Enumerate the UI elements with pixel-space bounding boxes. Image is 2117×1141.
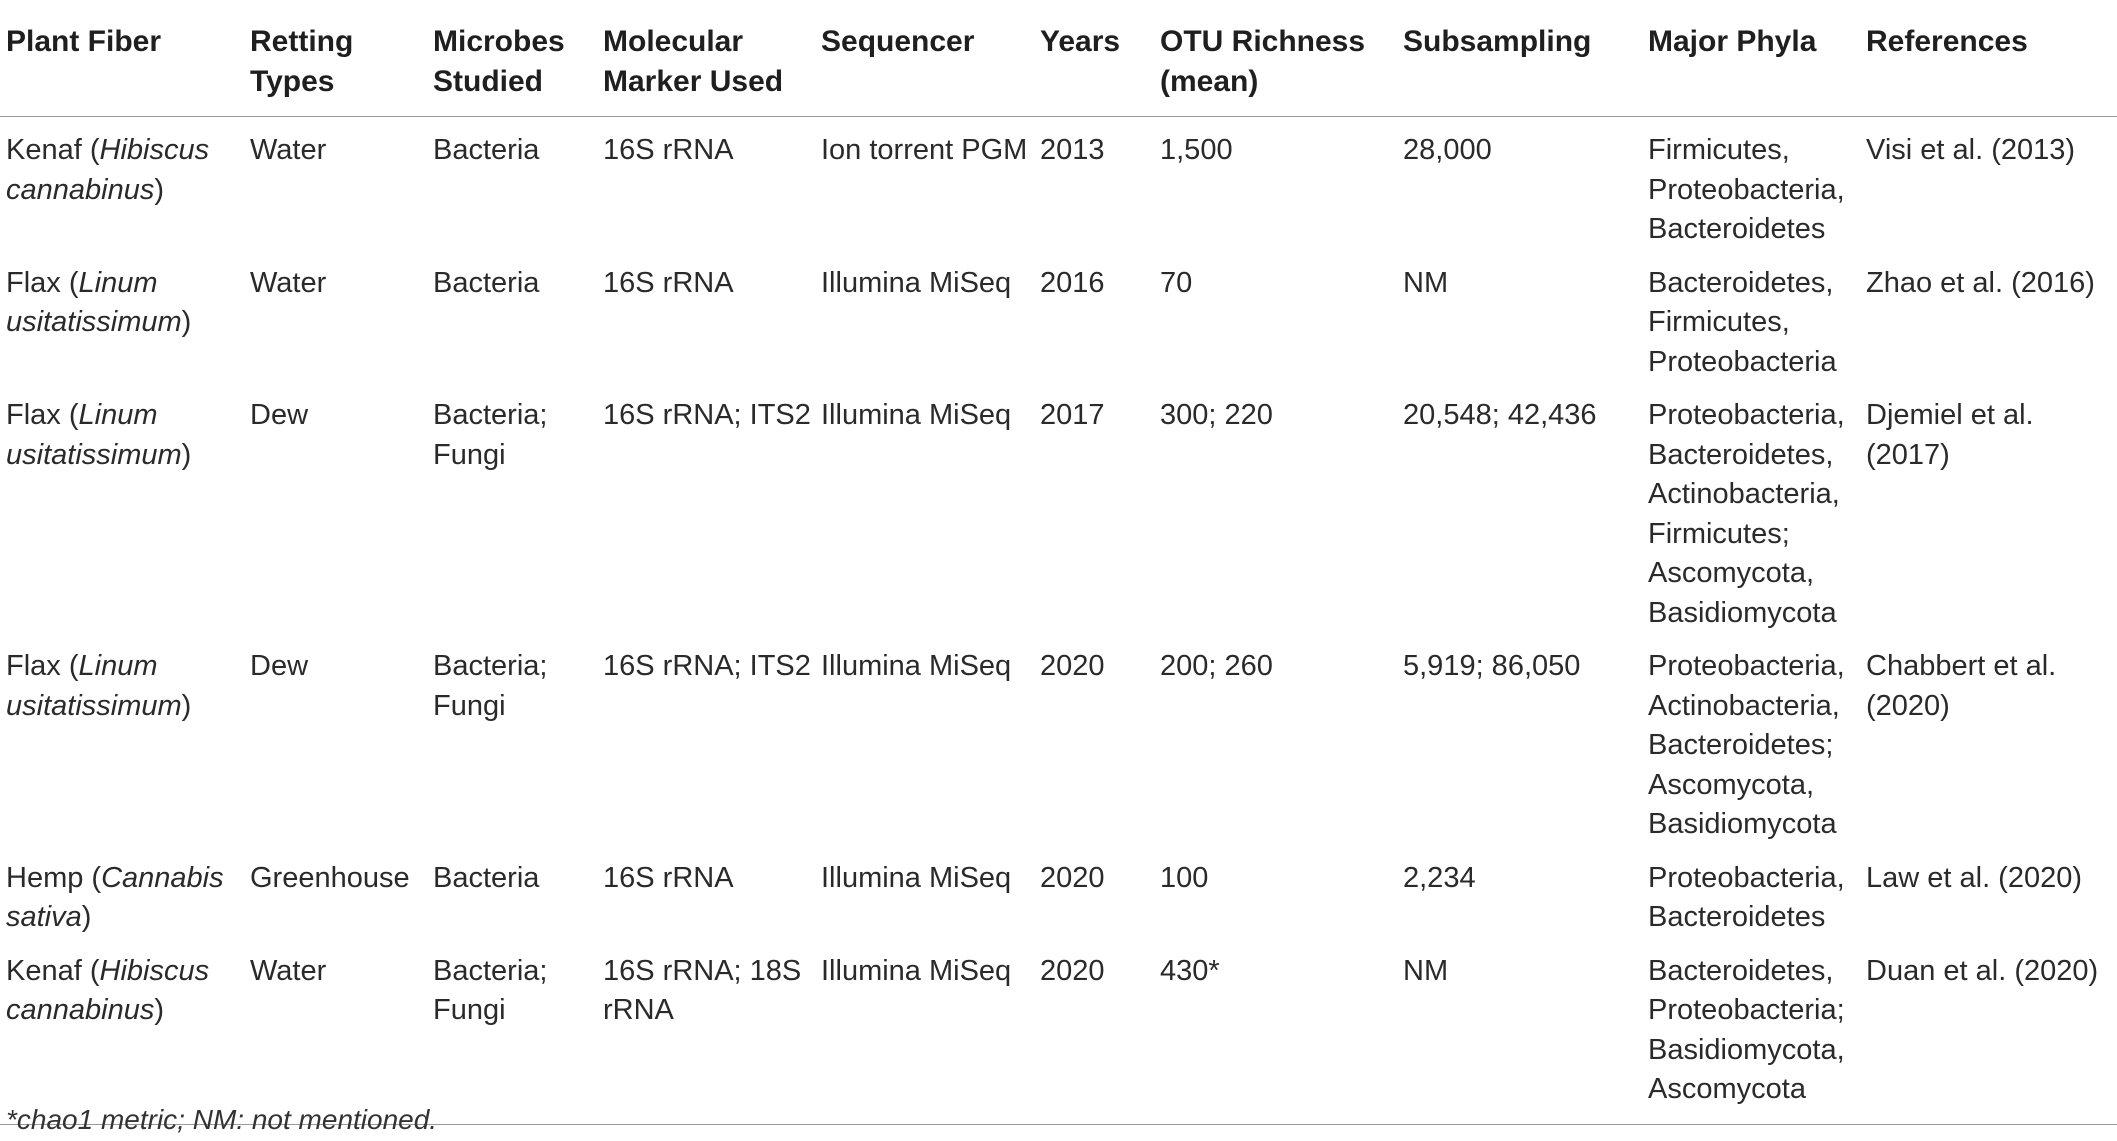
plant-common-name: ): [181, 438, 192, 471]
cell-otu-richness: 1,500: [1160, 134, 1233, 166]
cell-microbes-studied: [427, 633, 597, 845]
table-footnote: *chao1 metric; NM: not mentioned.: [6, 1104, 438, 1135]
plant-fiber-line: [6, 647, 244, 687]
major-phyla-line: Ascomycota: [1648, 1073, 1806, 1105]
cell-reference[interactable]: [1860, 845, 2117, 938]
molecular-marker-line: 16S rRNA: [603, 266, 734, 299]
plant-fiber-line: [6, 859, 244, 899]
column-header-years: [1034, 14, 1154, 117]
cell-molecular-marker: [597, 845, 815, 938]
molecular-marker-line: 16S rRNA; ITS2: [603, 399, 811, 431]
reference-line: (2020): [1866, 689, 1950, 722]
reference-line: Visi et al. (2013): [1866, 134, 2076, 166]
reference-line: Djemiel et al. (2017): [1866, 399, 2034, 471]
cell-major-phyla: [1642, 938, 1860, 1125]
sequencer-line: Illumina MiSeq: [821, 650, 1012, 682]
cell-otu-richness: 100: [1160, 861, 1209, 894]
major-phyla-line: Basidiomycota: [1648, 808, 1837, 840]
microbes-studied-line: Bacteria;: [433, 399, 548, 431]
cell-retting-type: [244, 250, 427, 383]
plant-common-name: Kenaf (: [6, 134, 100, 166]
major-phyla-line: Bacteroidetes;: [1648, 729, 1834, 761]
microbes-studied-line: Bacteria;: [433, 954, 548, 987]
cell-major-phyla: [1642, 382, 1860, 633]
sequencer-line: Illumina MiSeq: [821, 861, 1012, 894]
cell-subsampling: NM: [1403, 266, 1449, 299]
cell-sequencer: [815, 633, 1034, 845]
column-header-line: Molecular: [603, 25, 744, 58]
sequencer-line: Ion torrent PGM: [821, 134, 1028, 166]
microbes-studied-line: Bacteria: [433, 266, 540, 299]
plant-scientific-name: Hibiscus: [99, 954, 210, 987]
table-header-row: [0, 14, 2117, 117]
reference-line: Law et al. (2020): [1866, 861, 2083, 894]
microbes-studied-line: Fungi: [433, 994, 506, 1026]
column-header-line: References: [1866, 25, 2028, 58]
table-row: [0, 382, 2117, 633]
column-header-line: Marker Used: [603, 65, 784, 98]
cell-subsampling: NM: [1397, 938, 1642, 1125]
cell-molecular-marker: [597, 250, 815, 383]
cell-reference[interactable]: [1860, 117, 2117, 250]
cell-sequencer: [815, 382, 1034, 633]
cell-plant-fiber: [0, 117, 244, 250]
cell-subsampling: 2,234: [1403, 861, 1476, 894]
major-phyla-line: Proteobacteria,: [1648, 173, 1845, 206]
major-phyla-line: Actinobacteria,: [1648, 478, 1840, 510]
cell-microbes-studied: [427, 250, 597, 383]
column-header-line: Studied: [433, 65, 543, 98]
cell-major-phyla: [1642, 117, 1860, 250]
cell-retting-type: [244, 845, 427, 938]
cell-major-phyla: [1642, 845, 1860, 938]
major-phyla-line: Ascomycota,: [1648, 557, 1814, 589]
major-phyla-line: Proteobacteria,: [1648, 861, 1845, 894]
cell-major-phyla: [1642, 250, 1860, 383]
cell-molecular-marker: [597, 633, 815, 845]
column-header-retting-types: [244, 14, 427, 117]
plant-common-name: ): [154, 173, 165, 206]
microbes-studied-line: Fungi: [433, 689, 506, 722]
plant-fiber-line: [6, 303, 244, 343]
plant-common-name: ): [181, 689, 192, 722]
plant-common-name: Kenaf (: [6, 954, 100, 987]
plant-scientific-name: cannabinus: [6, 173, 155, 206]
plant-scientific-name: usitatissimum: [6, 306, 182, 338]
plant-scientific-name: Linum: [78, 266, 158, 299]
plant-common-name: Flax (: [6, 399, 79, 431]
plant-common-name: ): [181, 306, 192, 338]
retting-type-line: Water: [250, 954, 327, 987]
cell-otu-richness: 200; 260: [1160, 650, 1273, 682]
cell-sequencer: [815, 845, 1034, 938]
cell-reference[interactable]: [1860, 250, 2117, 383]
major-phyla-line: Ascomycota,: [1648, 768, 1814, 801]
major-phyla-line: Bacteroidetes,: [1648, 438, 1834, 471]
plant-common-name: Hemp (: [6, 861, 102, 894]
plant-scientific-name: Linum: [78, 399, 158, 431]
plant-scientific-name: Linum: [78, 650, 158, 682]
table-row: [0, 845, 2117, 938]
major-phyla-line: Actinobacteria,: [1648, 689, 1840, 722]
microbes-studied-line: Fungi: [433, 438, 506, 471]
cell-plant-fiber: [0, 382, 244, 633]
plant-common-name: ): [154, 994, 165, 1026]
major-phyla-line: Bacteroidetes,: [1648, 954, 1834, 987]
cell-year: 2020: [1040, 650, 1105, 682]
major-phyla-line: Firmicutes;: [1648, 517, 1790, 550]
reference-line: Chabbert et al.: [1866, 650, 2057, 682]
cell-molecular-marker: [597, 117, 815, 250]
retting-type-line: Dew: [250, 399, 309, 431]
plant-fiber-line: [6, 991, 244, 1031]
cell-molecular-marker: [597, 382, 815, 633]
cell-plant-fiber: [0, 250, 244, 383]
plant-fiber-line: [6, 898, 244, 938]
microbes-studied-line: Bacteria;: [433, 650, 548, 682]
major-phyla-line: Bacteroidetes: [1648, 901, 1826, 933]
column-header-molecular-marker: [597, 14, 815, 117]
column-header-line: Subsampling: [1403, 25, 1592, 58]
column-header-line: Sequencer: [821, 25, 975, 58]
column-header-line: Types: [250, 65, 335, 98]
major-phyla-line: Basidiomycota,: [1648, 1033, 1845, 1066]
cell-major-phyla: [1642, 633, 1860, 845]
column-header-references: [1860, 14, 2117, 117]
column-header-microbes-studied: [427, 14, 597, 117]
major-phyla-line: Proteobacteria: [1648, 345, 1837, 378]
plant-fiber-line: [6, 131, 244, 171]
molecular-marker-line: 16S rRNA: [603, 134, 734, 166]
major-phyla-line: Proteobacteria;: [1648, 994, 1845, 1026]
cell-retting-type: [244, 633, 427, 845]
plant-scientific-name: cannabinus: [6, 994, 155, 1026]
cell-retting-type: [244, 938, 427, 1125]
molecular-marker-line: 16S rRNA: [603, 861, 734, 894]
plant-scientific-name: sativa: [6, 901, 82, 933]
column-header-line: Microbes: [433, 25, 565, 58]
table-row: [0, 633, 2117, 845]
column-header-sequencer: [815, 14, 1034, 117]
cell-retting-type: [244, 382, 427, 633]
cell-year: 2020: [1040, 861, 1105, 894]
plant-fiber-line: [6, 264, 244, 304]
column-header-major-phyla: [1642, 14, 1860, 117]
cell-microbes-studied: [427, 938, 597, 1125]
column-header-line: Plant Fiber: [6, 25, 162, 58]
cell-year: 2017: [1040, 399, 1105, 431]
cell-reference[interactable]: [1860, 633, 2117, 845]
major-phyla-line: Firmicutes,: [1648, 306, 1790, 338]
plant-fiber-line: [6, 687, 244, 727]
sequencer-line: Illumina MiSeq: [821, 266, 1012, 299]
column-header-otu-richness: [1154, 14, 1397, 117]
cell-microbes-studied: [427, 382, 597, 633]
molecular-marker-line: 16S rRNA; 18S: [603, 954, 802, 987]
molecular-marker-line: rRNA: [603, 994, 674, 1026]
cell-sequencer: [815, 938, 1034, 1125]
plant-fiber-line: [6, 396, 244, 436]
cell-reference[interactable]: [1860, 382, 2117, 633]
cell-otu-richness: 300; 220: [1160, 399, 1273, 431]
cell-subsampling: 5,919; 86,050: [1403, 650, 1581, 682]
cell-year: 2020: [1034, 938, 1154, 1125]
plant-scientific-name: usitatissimum: [6, 689, 182, 722]
column-header-plant-fiber: [0, 14, 244, 117]
microbes-studied-line: Bacteria: [433, 861, 540, 894]
reference-line: Zhao et al. (2016): [1866, 266, 2095, 299]
table-row: [0, 117, 2117, 250]
sequencer-line: Illumina MiSeq: [821, 399, 1012, 431]
retting-type-line: Dew: [250, 650, 309, 682]
plant-common-name: Flax (: [6, 266, 79, 299]
cell-retting-type: [244, 117, 427, 250]
column-header-line: (mean): [1160, 65, 1259, 98]
cell-subsampling: 28,000: [1403, 134, 1492, 166]
major-phyla-line: Bacteroidetes: [1648, 213, 1826, 245]
cell-sequencer: [815, 250, 1034, 383]
plant-fiber-line: [6, 436, 244, 476]
cell-subsampling: 20,548; 42,436: [1403, 399, 1597, 431]
cell-microbes-studied: [427, 845, 597, 938]
retting-type-line: Greenhouse: [250, 861, 410, 894]
column-header-subsampling: [1397, 14, 1642, 117]
cell-otu-richness: 430*: [1154, 938, 1397, 1125]
cell-molecular-marker: [597, 938, 815, 1125]
cell-reference[interactable]: [1860, 938, 2117, 1125]
microbes-studied-line: Bacteria: [433, 134, 540, 166]
cell-plant-fiber: [0, 845, 244, 938]
major-phyla-line: Proteobacteria,: [1648, 399, 1845, 431]
cell-microbes-studied: [427, 117, 597, 250]
retting-type-line: Water: [250, 266, 327, 299]
major-phyla-line: Basidiomycota: [1648, 596, 1837, 629]
major-phyla-line: Proteobacteria,: [1648, 650, 1845, 682]
plant-common-name: ): [81, 901, 92, 933]
cell-plant-fiber: [0, 938, 244, 1125]
plant-fiber-line: [6, 171, 244, 211]
cell-sequencer: [815, 117, 1034, 250]
table-row: [0, 938, 2117, 1125]
cell-year: 2013: [1040, 134, 1105, 166]
plant-fiber-line: [6, 952, 244, 992]
plant-common-name: Flax (: [6, 650, 79, 682]
cell-otu-richness: 70: [1160, 266, 1193, 299]
reference-line: Duan et al. (2020): [1866, 954, 2099, 987]
table-body: [0, 117, 2117, 1125]
sequencer-line: Illumina MiSeq: [821, 954, 1012, 987]
cell-plant-fiber: [0, 633, 244, 845]
major-phyla-line: Firmicutes,: [1648, 134, 1790, 166]
molecular-marker-line: 16S rRNA; ITS2: [603, 650, 811, 682]
column-header-line: Major Phyla: [1648, 25, 1817, 58]
plant-scientific-name: Cannabis: [101, 861, 224, 894]
column-header-line: OTU Richness: [1160, 25, 1366, 58]
table-row: [0, 250, 2117, 383]
column-header-line: Retting: [250, 25, 354, 58]
plant-scientific-name: usitatissimum: [6, 438, 182, 471]
retting-type-line: Water: [250, 134, 327, 166]
cell-year: 2016: [1040, 266, 1105, 299]
major-phyla-line: Bacteroidetes,: [1648, 266, 1834, 299]
data-table: [0, 14, 2117, 1125]
column-header-line: Years: [1040, 25, 1121, 58]
plant-scientific-name: Hibiscus: [99, 134, 210, 166]
